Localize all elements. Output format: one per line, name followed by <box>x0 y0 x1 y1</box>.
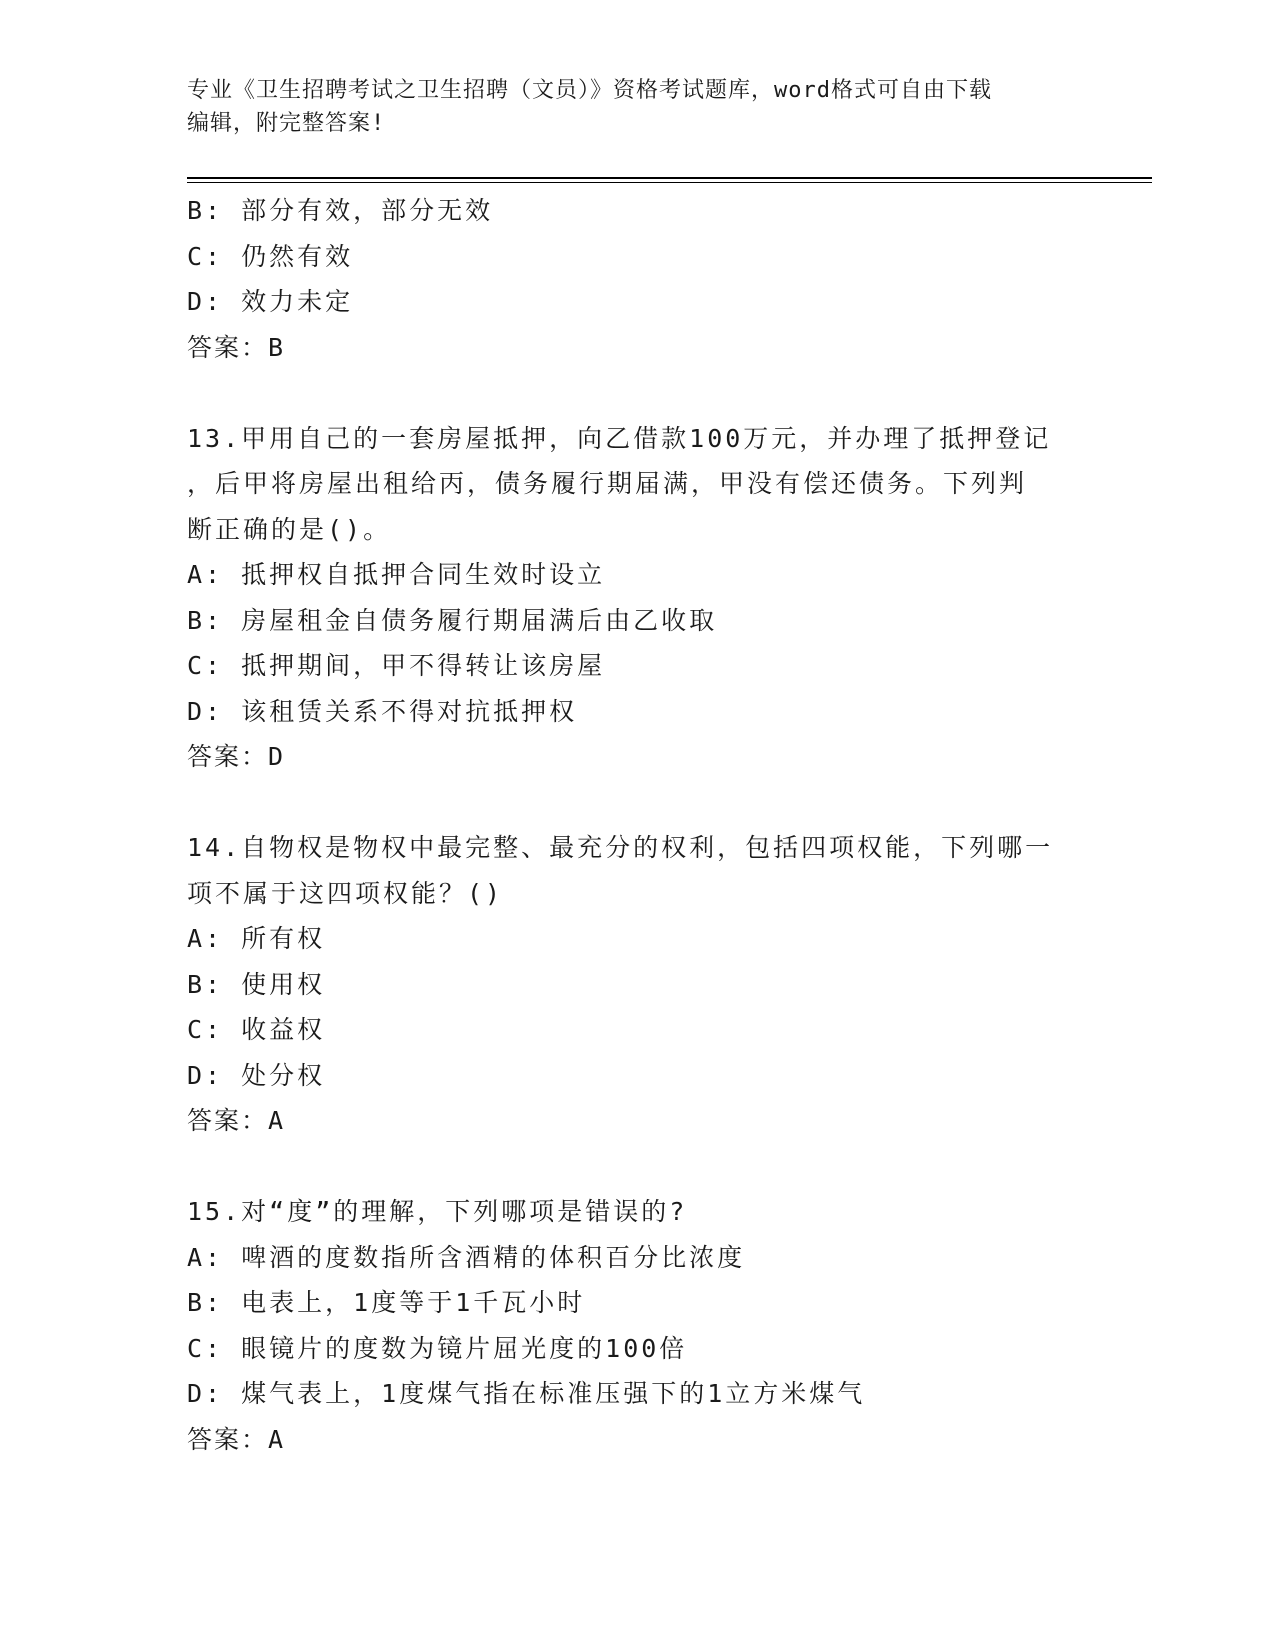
question-stem-line: 15.对“度”的理解，下列哪项是错误的? <box>187 1197 688 1226</box>
question-12-continued <box>187 188 1087 370</box>
header-divider-thick <box>187 177 1152 179</box>
answer-line <box>187 734 1087 780</box>
question-stem-line: 断正确的是()。 <box>187 514 392 544</box>
answer-label: 答案： <box>187 742 269 771</box>
question-spacer <box>187 370 1087 416</box>
question-spacer <box>187 1144 1087 1190</box>
header-line-2: 编辑，附完整答案! <box>187 111 386 136</box>
question-stem-line: 14.自物权是物权中最完整、最充分的权利，包括四项权能，下列哪一 <box>187 833 1054 862</box>
option-b: B: 房屋租金自债务履行期届满后由乙收取 <box>187 605 718 635</box>
option-d: D: 该租赁关系不得对抗抵押权 <box>187 696 578 726</box>
question-13 <box>187 416 1087 780</box>
header-line-1: 专业《卫生招聘考试之卫生招聘（文员）》资格考试题库，word格式可自由下载 <box>187 78 992 103</box>
option-c: C: 眼镜片的度数为镜片屈光度的100倍 <box>187 1333 688 1363</box>
option-d: D: 效力未定 <box>187 287 354 316</box>
option-b: B: 部分有效，部分无效 <box>187 196 494 225</box>
answer-label: 答案： <box>187 332 269 362</box>
question-stem-line: ，后甲将房屋出租给丙，债务履行期届满，甲没有偿还债务。下列判 <box>187 469 1028 498</box>
option-d: D: 煤气表上，1度煤气指在标准压强下的1立方米煤气 <box>187 1379 866 1408</box>
question-stem-line: 项不属于这四项权能？() <box>187 878 504 908</box>
answer-line <box>187 325 1087 371</box>
answer-label: 答案： <box>187 1424 269 1454</box>
document-header <box>187 74 1087 140</box>
option-b: B: 电表上，1度等于1千瓦小时 <box>187 1288 586 1317</box>
option-a: A: 所有权 <box>187 924 326 953</box>
answer-line <box>187 1098 1087 1144</box>
option-b: B: 使用权 <box>187 969 326 999</box>
question-content <box>187 188 1087 1462</box>
question-stem-line: 13.甲用自己的一套房屋抵押，向乙借款100万元，并办理了抵押登记 <box>187 423 1052 453</box>
question-spacer <box>187 780 1087 826</box>
header-divider-thin <box>187 182 1152 183</box>
option-d: D: 处分权 <box>187 1060 326 1090</box>
answer-label: 答案： <box>187 1106 269 1135</box>
option-a: A: 抵押权自抵押合同生效时设立 <box>187 560 606 589</box>
question-14 <box>187 825 1087 1144</box>
answer-value: A <box>268 1106 286 1135</box>
option-c: C: 收益权 <box>187 1015 326 1044</box>
answer-value: B <box>268 332 286 362</box>
option-c: C: 抵押期间，甲不得转让该房屋 <box>187 651 606 680</box>
answer-value: A <box>268 1424 286 1454</box>
option-a: A: 啤酒的度数指所含酒精的体积百分比浓度 <box>187 1242 746 1272</box>
question-15 <box>187 1189 1087 1462</box>
option-c: C: 仍然有效 <box>187 241 354 271</box>
answer-line <box>187 1417 1087 1463</box>
answer-value: D <box>268 742 286 771</box>
